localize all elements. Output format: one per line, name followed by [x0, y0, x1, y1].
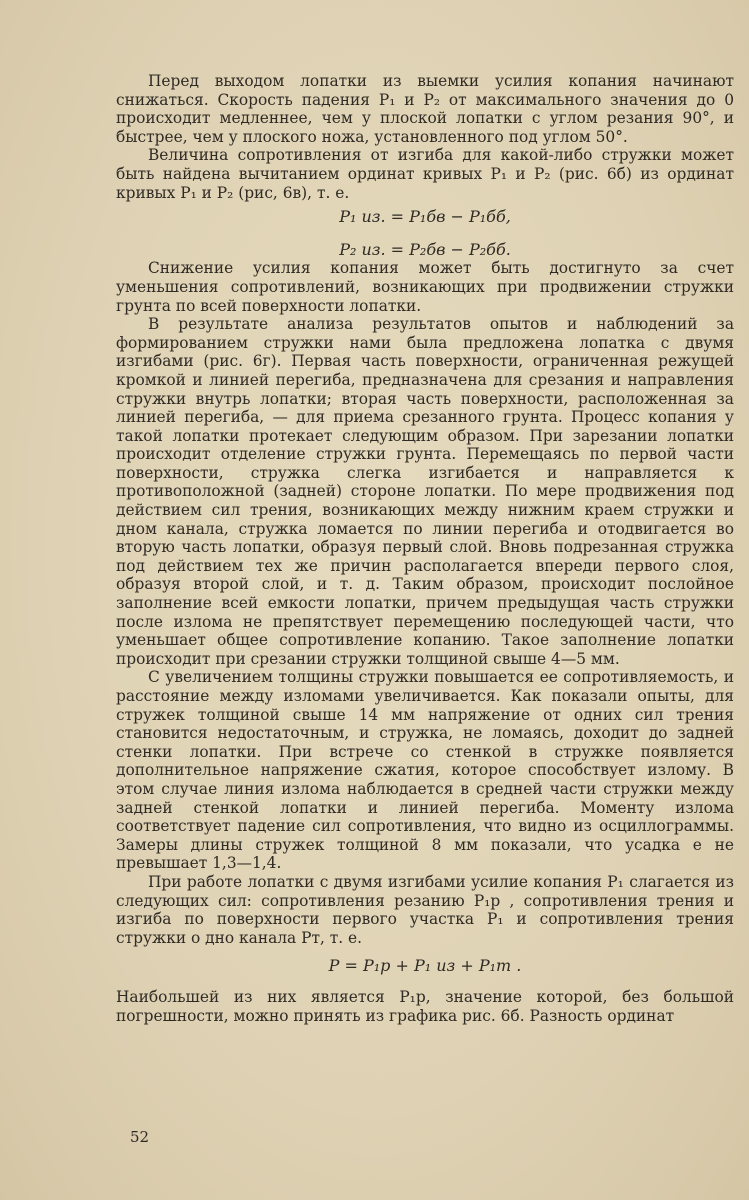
- paragraph-4: В результате анализа результатов опытов и наблюдений за формированием стружки нами была предложена лопатка с двумя изгибами (рис. 6г). Первая часть поверхности, ограниченная режущей кромкой и линией перегиба, предназначена для срезания и направления стружки внутрь лопатки; вторая часть поверхности, расположенная за линией перегиба, — для приема срезанного грунта. Процесс копания у такой лопатки протекает следующим образом. При зарезании лопатки происходит отделение стружки грунта. Перемещаясь по первой части поверхности, стружка слегка изгибается и направляется к противоположной (задней) стороне лопатки. По мере продвижения под действием сил трения, возникающих между нижним краем стружки и дном канала, стружка ломается по линии перегиба и отодвигается во вторую часть лопатки, образуя первый слой. Вновь подрезанная стружка под действием тех же причин располагается впереди первого слоя, образуя второй слой, и т. д. Таким образом, происходит послойное заполнение всей емкости лопатки, причем предыдущая часть стружки после излома не препятствует перемещению последующей части, что уменьшает общее сопротивление копанию. Такое заполнение лопатки происходит при срезании стружки толщиной свыше 4—5 мм.: [116, 315, 734, 668]
- formula-p2-bending: P₂ из. = P₂бв − P₂бб.: [339, 239, 511, 259]
- paragraph-6: При работе лопатки с двумя изгибами усилие копания P₁ слагается из следующих сил: сопротивления резанию P₁р , сопротивления трения и изгиба по поверхности первого участка P₁ и сопротивления трения стружки о дно канала Pт, т. е.: [116, 872, 734, 947]
- paragraph-1: Перед выходом лопатки из выемки усилия копания начинают снижаться. Скорость падения P₁ и P₂ от максимального значения до 0 происходит медленнее, чем у плоской лопатки с углом резания 90°, и быстрее, чем у плоского ножа, установленного под углом 50°.: [116, 72, 734, 146]
- paragraph-3: Снижение усилия копания может быть достигнуто за счет уменьшения сопротивлений, возникающих при продвижении стружки грунта по всей поверхности лопатки.: [116, 259, 734, 315]
- body-text: [116, 72, 734, 1025]
- formula-p1-bending: P₁ из. = P₁бв − P₁бб,: [339, 207, 511, 227]
- paragraph-5: С увеличением толщины стружки повышается ее сопротивляемость, и расстояние между изломами увеличивается. Как показали опыты, для стружек толщиной свыше 14 мм напряжение от одних сил трения становится недостаточным, и стружка, не ломаясь, доходит до задней стенки лопатки. При встрече со стенкой в стружке появляется дополнительное напряжение сжатия, которое способствует излому. В этом случае линия излома наблюдается в средней части стружки между задней стенкой лопатки и линией перегиба. Моменту излома соответствует падение сил сопротивления, что видно из осциллограммы. Замеры длины стружек толщиной 8 мм показали, что усадка e не превышает 1,3—1,4.: [116, 668, 734, 873]
- formula-total-force: P = P₁р + P₁ из + P₁т .: [328, 956, 522, 976]
- paragraph-2: Величина сопротивления от изгиба для какой-либо стружки может быть найдена вычитанием ординат кривых P₁ и P₂ (рис. 6б) из ординат кривых P₁ и P₂ (рис, 6в), т. е.: [116, 146, 734, 202]
- page-number: 52: [130, 1128, 150, 1146]
- paragraph-7: Наибольшей из них является P₁р, значение которой, без большой погрешности, можно принять из графика рис. 6б. Разность ординат: [116, 987, 734, 1025]
